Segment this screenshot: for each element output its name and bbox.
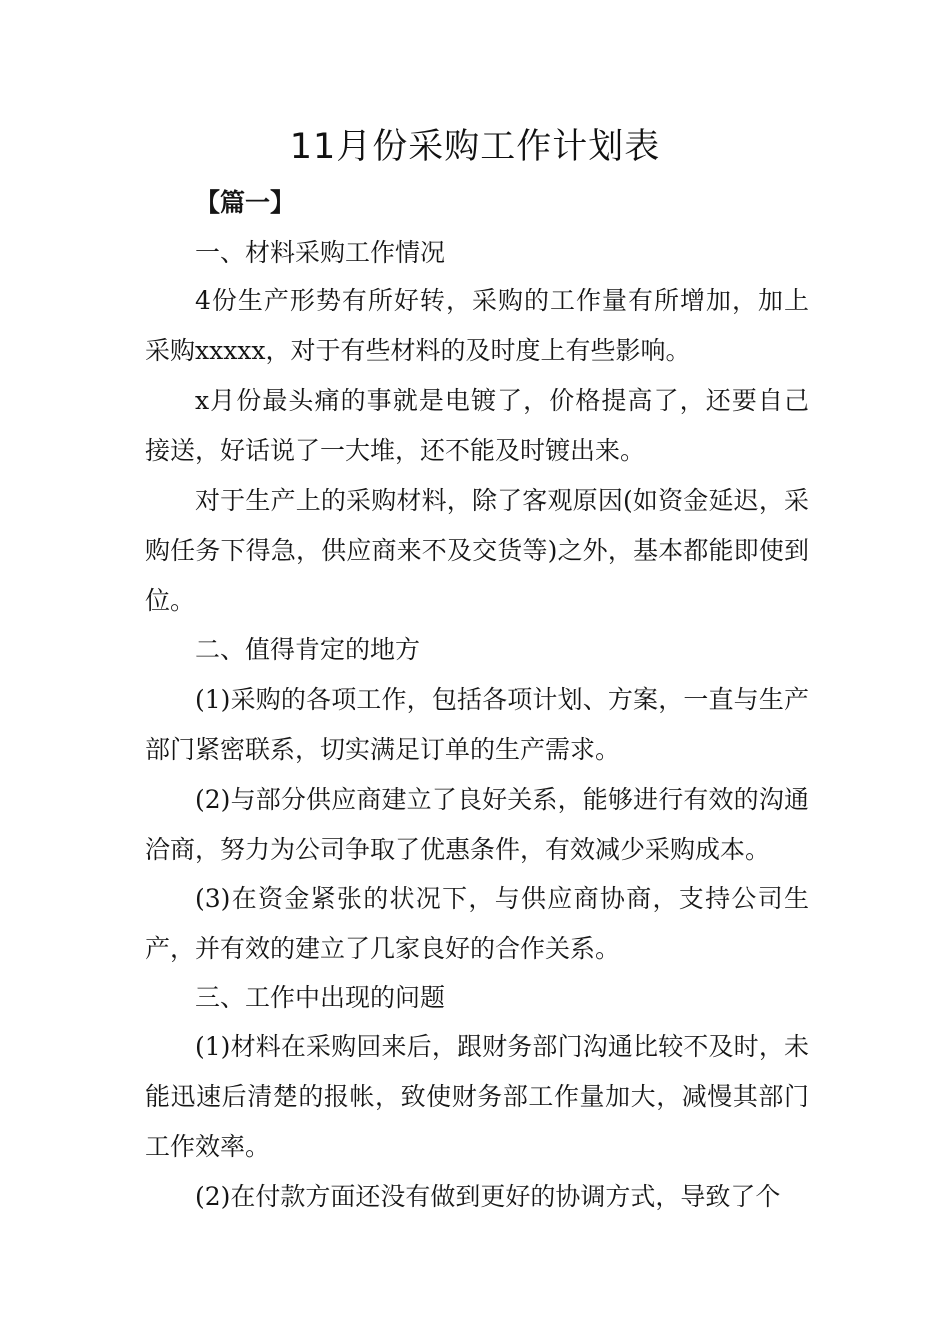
document-title: 11月份采购工作计划表	[289, 127, 661, 167]
paragraph-2: x月份最头痛的事就是电镀了，价格提高了，还要自己接送，好话说了一大堆，还不能及时镀出来。	[145, 386, 809, 465]
paragraph-5: (2)与部分供应商建立了良好关系，能够进行有效的沟通洽商，努力为公司争取了优惠条件，有效减少采购成本。	[145, 785, 809, 864]
section-tag: 【篇一】	[195, 188, 296, 217]
paragraph-4: (1)采购的各项工作，包括各项计划、方案，一直与生产部门紧密联系，切实满足订单的生产需求。	[145, 685, 809, 764]
paragraph-1: 4份生产形势有所好转，采购的工作量有所增加，加上采购xxxxx，对于有些材料的及时度上有些影响。	[145, 286, 809, 365]
paragraph-6: (3)在资金紧张的状况下，与供应商协商，支持公司生产，并有效的建立了几家良好的合作关系。	[145, 884, 809, 963]
section-heading-1: 一、材料采购工作情况	[195, 238, 446, 267]
section-heading-2: 二、值得肯定的地方	[195, 635, 421, 664]
section-heading-3: 三、工作中出现的问题	[195, 983, 446, 1012]
paragraph-8: (2)在付款方面还没有做到更好的协调方式，导致了个	[195, 1182, 781, 1211]
paragraph-3: 对于生产上的采购材料，除了客观原因(如资金延迟，采购任务下得急，供应商来不及交货等)之外，基本都能即使到位。	[145, 486, 809, 615]
paragraph-7: (1)材料在采购回来后，跟财务部门沟通比较不及时，未能迅速后清楚的报帐，致使财务部工作量加大，减慢其部门工作效率。	[145, 1032, 809, 1161]
